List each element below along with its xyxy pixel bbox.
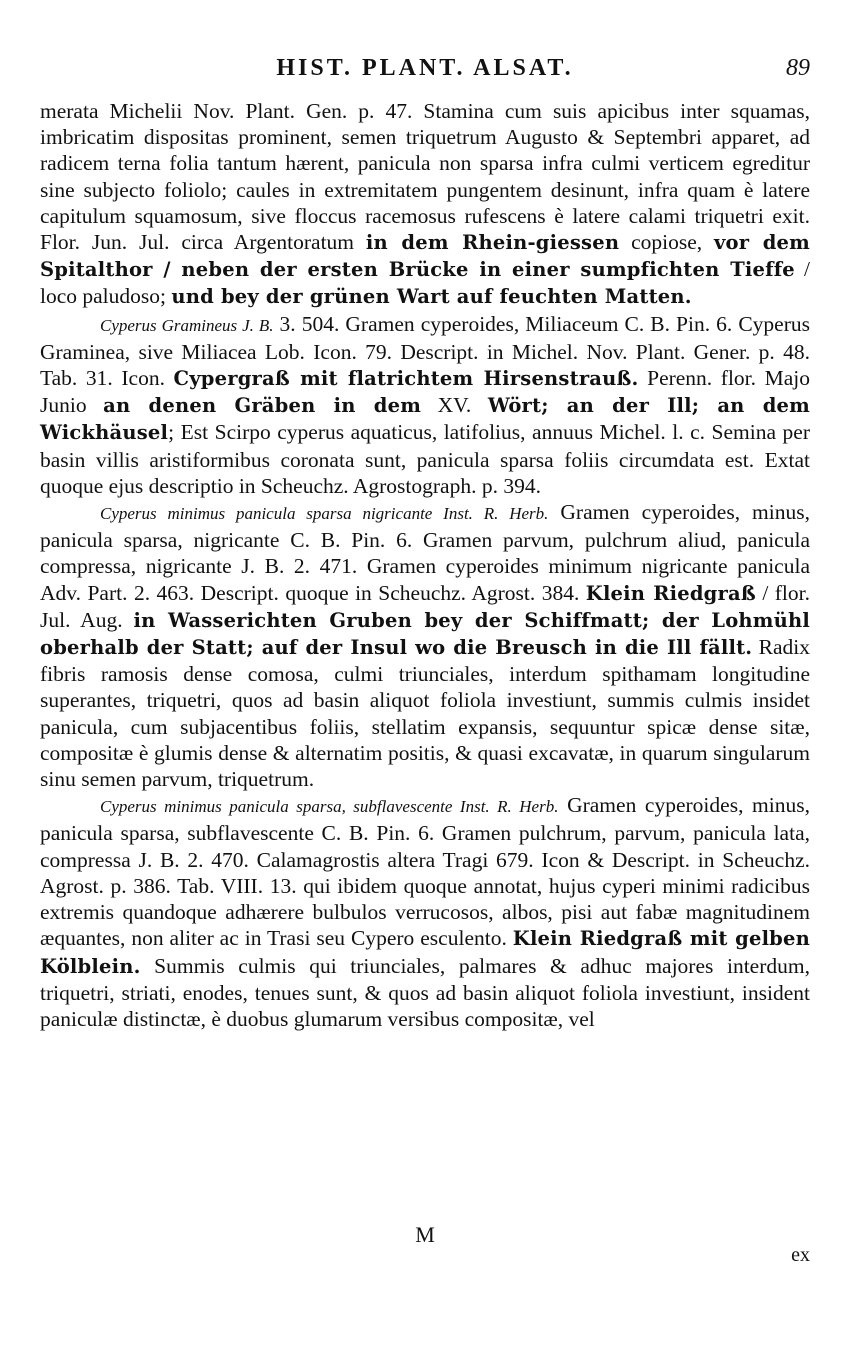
german-text: vor dem Spitalthor / neben der ersten Brücke in einer sumpfichten Tieffe bbox=[40, 231, 810, 282]
german-text: Klein Riedgraß mit gelben Kölblein. bbox=[40, 927, 810, 978]
catchword: ex bbox=[791, 1244, 810, 1266]
latin-text: ; Est Scirpo cyperus aquaticus, latifolius, annuus Michel. l. c. Semina per basin villis aristiformibus coronata sunt, panicula sparsa foliis circumdata est. Extat quoque ejus descriptio in Scheuchz. Agrostograph. p. 394. bbox=[40, 420, 810, 498]
latin-text: Perenn. flor. Majo Junio bbox=[40, 366, 810, 418]
latin-text: Summis culmis qui triunciales, palmares & adhuc majores interdum, triquetri, striati, enodes, tenues sunt, & quos ad basin aliquot foliola investiunt, insident paniculæ distinctæ, è duobus glumarum versibus compositæ, vel bbox=[40, 953, 810, 1031]
species-heading: Cyperus Gramineus J. B. bbox=[100, 315, 274, 335]
page-footer bbox=[40, 1222, 810, 1266]
species-heading: Cyperus minimus panicula sparsa nigricante Inst. R. Herb. bbox=[100, 504, 549, 524]
latin-text: XV. bbox=[421, 393, 488, 418]
latin-text: copiose, bbox=[619, 230, 715, 255]
main-text bbox=[40, 98, 810, 1032]
species-heading: Cyperus minimus panicula sparsa, subflavescente Inst. R. Herb. bbox=[100, 797, 559, 817]
latin-text: Gramen cyperoides, minus, panicula sparsa, nigricante C. B. Pin. 6. Gramen parvum, pulchrum aliud, panicula compressa, nigricante J. B. 2. 471. Gramen cyperoides minimum nigricante panicula Adv. Part. 2. 463. Descript. quoque in Scheuchz. Agrost. 384. bbox=[40, 500, 810, 605]
german-text: und bey der grünen Wart auf feuchten Matten. bbox=[171, 285, 692, 309]
paragraph bbox=[40, 499, 810, 792]
latin-text: 3. 504. Gramen cyperoides, Miliaceum C. B. Pin. 6. Cyperus Graminea, sive Miliacea Lob. Icon. 79. Descript. in Michel. Nov. Plant. Gener. p. 48. Tab. 31. Icon. bbox=[40, 311, 810, 391]
paragraph bbox=[40, 311, 810, 499]
running-title: HIST. PLANT. ALSAT. bbox=[276, 55, 574, 81]
german-text: in dem Rhein-giessen bbox=[365, 231, 620, 255]
latin-text: / flor. Jul. Aug. bbox=[40, 580, 810, 632]
latin-text: Gramen cyperoides, minus, panicula sparsa, subflavescente C. B. Pin. 6. Gramen pulchrum, parvum, panicula lata, compressa J. B. 2. 470. Calamagrostis altera Tragi 679. Icon & Descript. in Scheuchz. Agrost. p. 386. Tab. VIII. 13. qui ibidem quoque annotat, hujus cyperi minimi radicibus extremis quandoque adhærere bulbulos verrucosos, albos, pisi aut fabæ magnitudinem æquantes, non aliter ac in Trasi seu Cypero esculento. bbox=[40, 793, 810, 951]
paragraph bbox=[40, 792, 810, 1032]
german-text: in Wasserichten Gruben bey der Schiffmatt; der Lohmühl oberhalb der Statt; auf der Insul wo die Breusch in die Ill fällt. bbox=[40, 608, 810, 660]
page-header bbox=[40, 55, 810, 89]
german-text: Klein Riedgraß bbox=[585, 581, 756, 605]
signature-mark: M bbox=[415, 1222, 435, 1247]
german-text: Cypergraß mit flatrichtem Hirsenstrauß. bbox=[173, 367, 639, 391]
latin-text: Radix fibris ramosis dense comosa, culmi triunciales, interdum spithamam longitudine superantes, triquetri, quos ad basin aliquot foliola investiunt, summis culmis insidet panicula, cum subjacentibus foliis, stellatim expansis, sequuntur spicæ dense sitæ, compositæ è glumis dense & alternatim positis, & quasi excavatæ, in quarum singularum sinu semen parvum, triquetrum. bbox=[40, 635, 810, 792]
german-text: Wört; an der Ill; an dem Wickhäusel bbox=[40, 394, 810, 445]
latin-text: merata Michelii Nov. Plant. Gen. p. 47. Stamina cum suis apicibus inter squamas, imbricatim dispositas prominent, semen triquetrum Augusto & Septembri apparet, ad radicem terna folia tantum hærent, panicula non sparsa infra culmi verticem egreditur sine subjecto foliolo; caules in extremitatem pungentem desinunt, infra quam è latere capitulum squamosum, sive floccus racemosus rufescens è latere calami triquetri exit. Flor. Jun. Jul. circa Argentoratum bbox=[40, 99, 810, 255]
paragraph bbox=[40, 98, 810, 311]
german-text: an denen Gräben in dem bbox=[103, 394, 422, 418]
page-number: 89 bbox=[786, 55, 810, 81]
latin-text: / loco paludoso; bbox=[40, 257, 810, 309]
